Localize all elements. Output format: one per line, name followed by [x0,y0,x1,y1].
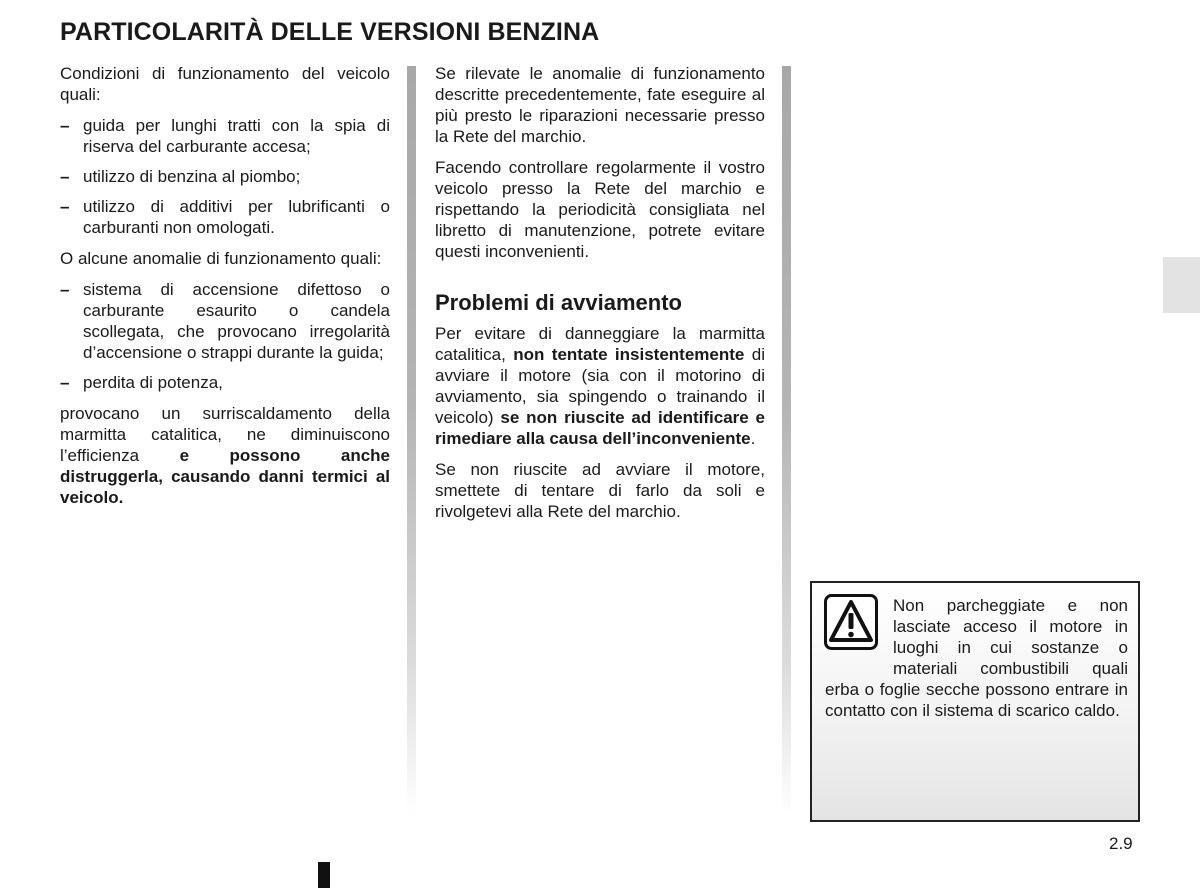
repair-paragraph: Se rilevate le anomalie di funzionamento descritte precedentemente, fate eseguire al più presto le riparazioni necessarie presso la Rete del marchio. [435,64,765,146]
paragraph-text: di avviare il motore (sia con il motorino di avviamento, sia spingendo o trainando il veicolo) [435,345,765,427]
consequence-text: provocano un surriscaldamento della marmitta catalitica, ne diminuiscono l’efficienza [60,404,390,465]
bold-text: non tentate insistentemente [513,345,745,364]
list-item: – sistema di accensione difettoso o carburante esaurito o candela scollegata, che provocano irregolarità d’accensione o strappi durante la guida; [60,279,390,363]
column-divider-bar [407,66,416,816]
conditions-list [60,115,390,238]
consequence-paragraph [60,403,390,508]
contact-network-paragraph: Se non riuscite ad avviare il motore, smettete di tentare di farlo da soli e rivolgetevi alla Rete del marchio. [435,460,765,521]
warning-text: Non parcheggiate e non lasciate acceso il motore in luoghi in cui sostanze o materiali combustibili quali erba o foglie secche possono entrare in contatto con il sistema di scarico caldo. [825,596,1128,720]
list-item: – perdita di potenza, [60,372,390,393]
paragraph-text: . [750,429,756,448]
starting-problems-paragraph [435,323,765,449]
page-title: PARTICOLARITÀ DELLE VERSIONI BENZINA [60,18,600,46]
anomalies-list [60,279,390,393]
list-item: – utilizzo di benzina al piombo; [60,166,390,187]
consequence-bold-text: e possono anche distruggerla, causando danni termici al veicolo. [60,446,390,507]
conditions-intro: Condizioni di funzionamento del veicolo quali: [60,64,390,104]
page-number: 2.9 [1109,834,1133,853]
chapter-tab [1163,257,1200,313]
paragraph-text: Per evitare di danneggiare la marmitta catalitica, [435,324,765,364]
left-column [60,63,390,508]
maintenance-paragraph: Facendo controllare regolarmente il vostro veicolo presso la Rete del marchio e rispettando la periodicità consigliata nel libretto di manutenzione, potrete evitare questi inconvenienti. [435,158,765,261]
right-column [435,63,765,522]
warning-box [810,581,1140,822]
column-divider-bar [782,66,791,816]
bold-text: se non riuscite ad identificare e rimediare alla causa dell’inconveniente [435,408,765,448]
section-heading: Problemi di avviamento [435,290,682,315]
list-item: – guida per lunghi tratti con la spia di riserva del carburante accesa; [60,115,390,157]
anomalies-intro: O alcune anomalie di funzionamento quali: [60,249,382,268]
list-item: – utilizzo di additivi per lubrificanti o carburanti non omologati. [60,196,390,238]
warning-text-block [825,595,1128,721]
crop-mark [318,862,330,888]
